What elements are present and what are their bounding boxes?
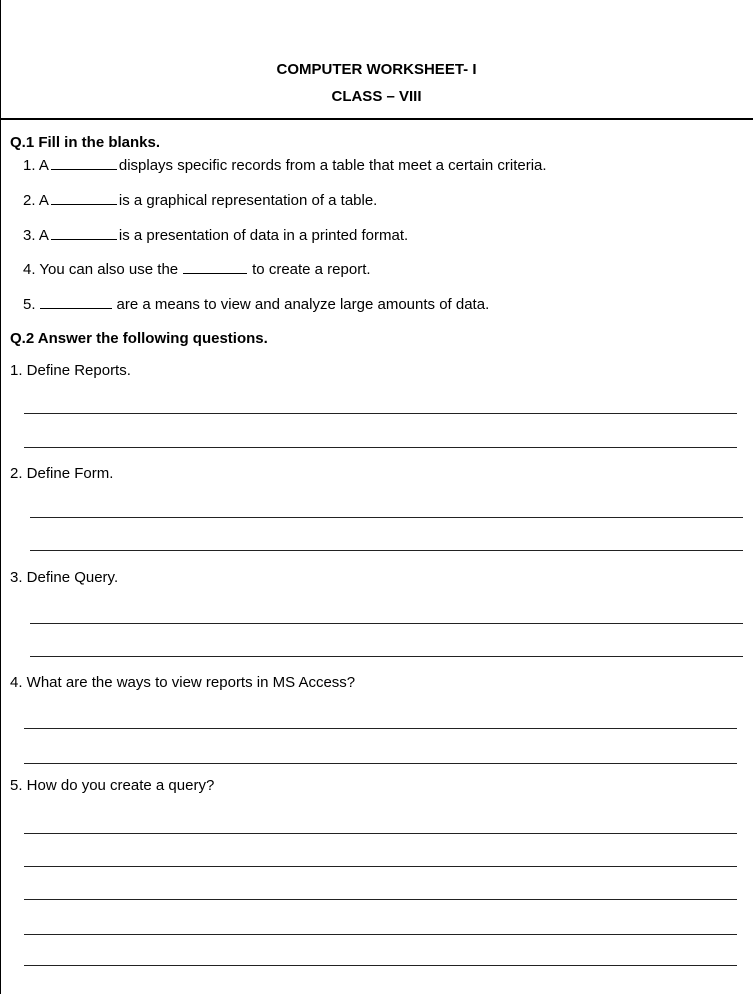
fill-blank[interactable]	[40, 297, 112, 309]
question-5: 5. How do you create a query?	[10, 777, 215, 794]
blank-item-prefix: 5.	[23, 296, 36, 313]
blank-item-suffix: is a presentation of data in a printed format.	[118, 227, 409, 244]
fill-blank[interactable]	[51, 158, 117, 170]
blank-item-prefix: 4. You can also use the	[23, 261, 179, 278]
blank-item-suffix: are a means to view and analyze large amounts of data.	[116, 296, 490, 313]
left-margin-rule	[0, 0, 1, 994]
answer-line[interactable]	[24, 833, 737, 834]
class-label: CLASS – VIII	[331, 88, 422, 105]
blank-item-suffix: to create a report.	[252, 261, 371, 278]
answer-line[interactable]	[24, 763, 737, 764]
blank-item-2	[23, 192, 377, 209]
blank-item-prefix: 1. A	[23, 157, 49, 174]
answer-line[interactable]	[24, 899, 737, 900]
q2-heading: Q.2 Answer the following questions.	[10, 330, 268, 347]
question-3: 3. Define Query.	[10, 569, 119, 586]
question-4: 4. What are the ways to view reports in MS Access?	[10, 674, 356, 691]
header-divider	[0, 118, 753, 120]
fill-blank[interactable]	[51, 193, 117, 205]
fill-blank[interactable]	[183, 262, 247, 274]
question-1: 1. Define Reports.	[10, 362, 131, 379]
answer-line[interactable]	[30, 517, 743, 518]
blank-item-suffix: displays specific records from a table that meet a certain criteria.	[118, 157, 547, 174]
answer-line[interactable]	[24, 447, 737, 448]
blank-item-suffix: is a graphical representation of a table.	[118, 192, 378, 209]
blank-item-prefix: 2. A	[23, 192, 49, 209]
answer-line[interactable]	[24, 965, 737, 966]
answer-line[interactable]	[24, 934, 737, 935]
question-2: 2. Define Form.	[10, 465, 114, 482]
answer-line[interactable]	[30, 623, 743, 624]
blank-item-prefix: 3. A	[23, 227, 49, 244]
blank-item-5	[23, 296, 489, 313]
answer-line[interactable]	[30, 656, 743, 657]
answer-line[interactable]	[24, 728, 737, 729]
answer-line[interactable]	[24, 413, 737, 414]
blank-item-4	[23, 261, 371, 278]
blank-item-1	[23, 157, 547, 174]
blank-item-3	[23, 227, 408, 244]
answer-line[interactable]	[30, 550, 743, 551]
fill-blank[interactable]	[51, 228, 117, 240]
q1-heading: Q.1 Fill in the blanks.	[10, 134, 161, 151]
worksheet-title: COMPUTER WORKSHEET- I	[276, 61, 477, 78]
answer-line[interactable]	[24, 866, 737, 867]
